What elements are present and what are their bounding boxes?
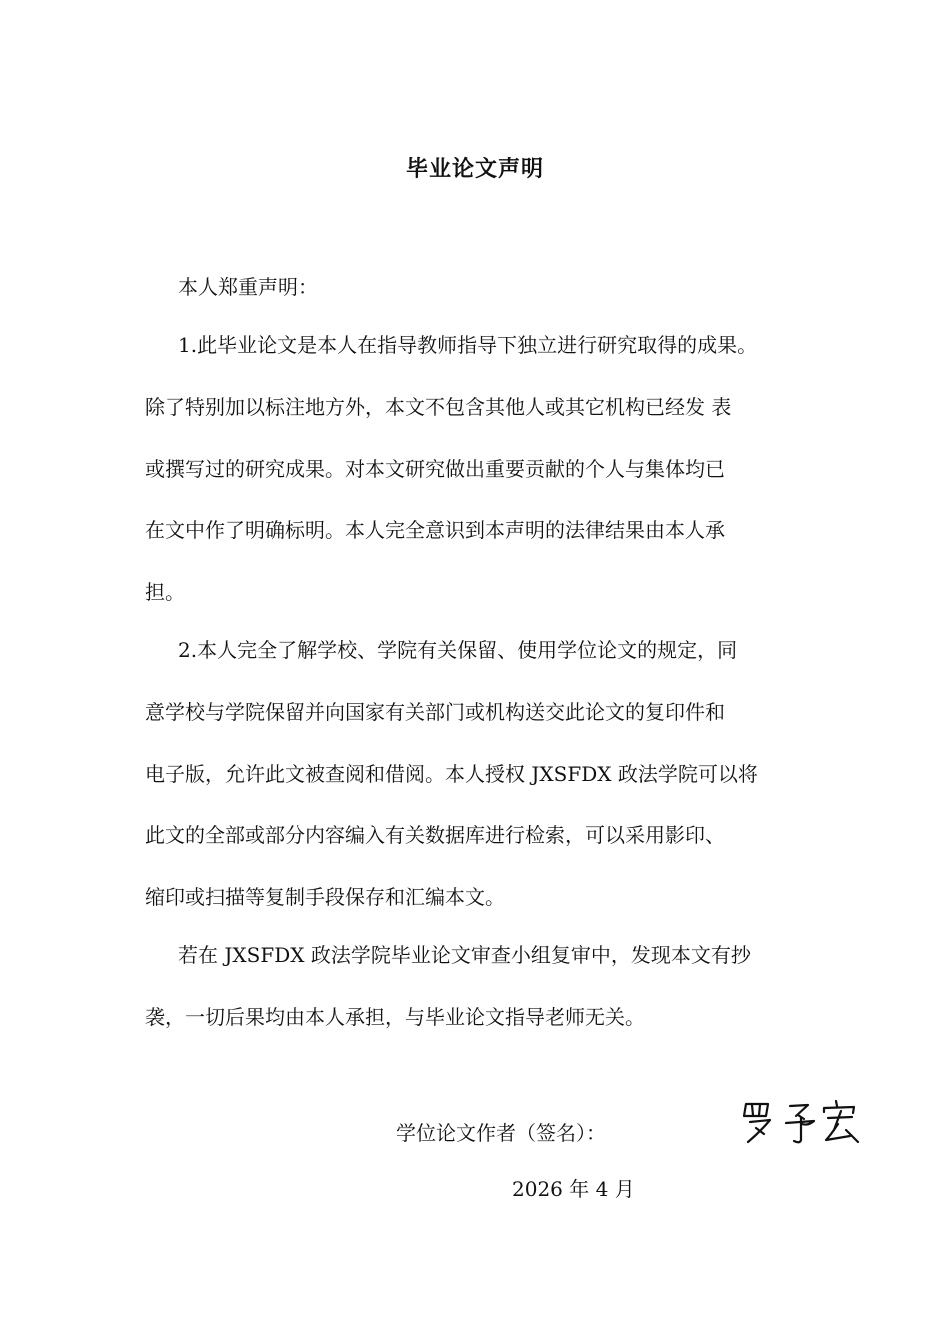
statement-line: 袭，一切后果均由本人承担，与毕业论文指导老师无关。 <box>145 1005 645 1029</box>
statement-line: 缩印或扫描等复制手段保存和汇编本文。 <box>145 885 505 909</box>
statement-line: 或撰写过的研究成果。对本文研究做出重要贡献的个人与集体均已 <box>145 457 725 481</box>
statement-line: 担。 <box>145 580 185 604</box>
signature-label: 学位论文作者（签名）： <box>396 1121 606 1145</box>
statement-intro: 本人郑重声明： <box>178 275 318 299</box>
date: 2026 年 4 月 <box>512 1177 635 1201</box>
statement-line: 除了特别加以标注地方外，本文不包含其他人或其它机构已经发 表 <box>145 395 732 419</box>
statement-line: 此文的全部或部分内容编入有关数据库进行检索，可以采用影印、 <box>145 823 725 847</box>
statement-line: 若在 JXSFDX 政法学院毕业论文审查小组复审中，发现本文有抄 <box>178 943 751 967</box>
page-title: 毕业论文声明 <box>405 157 544 182</box>
handwritten-signature <box>738 1098 863 1146</box>
statement-line: 2.本人完全了解学校、学院有关保留、使用学位论文的规定，同 <box>178 638 738 662</box>
statement-line: 在文中作了明确标明。本人完全意识到本声明的法律结果由本人承 <box>145 518 725 542</box>
statement-line: 1.此毕业论文是本人在指导教师指导下独立进行研究取得的成果。 <box>178 333 758 357</box>
statement-line: 电子版，允许此文被查阅和借阅。本人授权 JXSFDX 政法学院可以将 <box>145 762 758 786</box>
statement-line: 意学校与学院保留并向国家有关部门或机构送交此论文的复印件和 <box>145 700 725 724</box>
